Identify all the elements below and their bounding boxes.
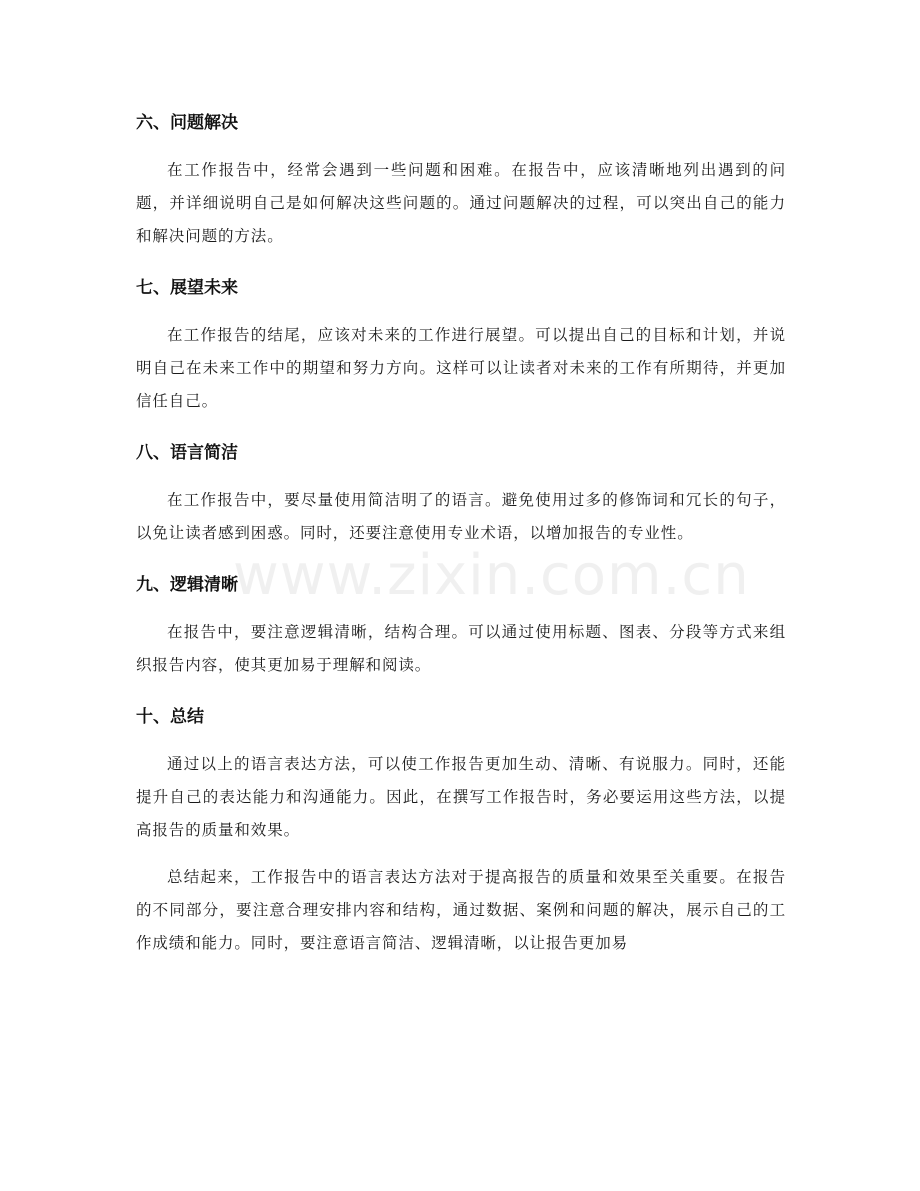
section-10	[136, 700, 786, 960]
section-heading: 六、问题解决	[136, 113, 238, 133]
section-8	[136, 436, 786, 550]
section-paragraph: 通过以上的语言表达方法，可以使工作报告更加生动、清晰、有说服力。同时，还能提升自己的表达能力和沟通能力。因此，在撰写工作报告时，务必要运用这些方法，以提高报告的质量和效果。	[136, 755, 786, 839]
section-paragraph: 在报告中，要注意逻辑清晰，结构合理。可以通过使用标题、图表、分段等方式来组织报告内容，使其更加易于理解和阅读。	[136, 623, 786, 674]
section-heading: 十、总结	[136, 707, 204, 727]
section-9	[136, 568, 786, 682]
watermark-text: www.zixin.com.cn	[233, 543, 750, 608]
section-paragraph: 在工作报告中，要尽量使用简洁明了的语言。避免使用过多的修饰词和冗长的句子，以免让读者感到困惑。同时，还要注意使用专业术语，以增加报告的专业性。	[136, 491, 786, 542]
section-paragraph: 总结起来，工作报告中的语言表达方法对于提高报告的质量和效果至关重要。在报告的不同部分，要注意合理安排内容和结构，通过数据、案例和问题的解决，展示自己的工作成绩和能力。同时，要注意语言简洁、逻辑清晰，以让报告更加易	[136, 868, 786, 952]
section-paragraph: 在工作报告中，经常会遇到一些问题和困难。在报告中，应该清晰地列出遇到的问题，并详细说明自己是如何解决这些问题的。通过问题解决的过程，可以突出自己的能力和解决问题的方法。	[136, 161, 786, 245]
section-heading: 八、语言简洁	[136, 443, 238, 463]
section-heading: 九、逻辑清晰	[136, 575, 238, 595]
section-heading: 七、展望未来	[136, 278, 238, 298]
section-7	[136, 271, 786, 418]
section-paragraph: 在工作报告的结尾，应该对未来的工作进行展望。可以提出自己的目标和计划，并说明自己在未来工作中的期望和努力方向。这样可以让读者对未来的工作有所期待，并更加信任自己。	[136, 326, 786, 410]
section-6	[136, 106, 786, 253]
document-body	[136, 106, 786, 974]
